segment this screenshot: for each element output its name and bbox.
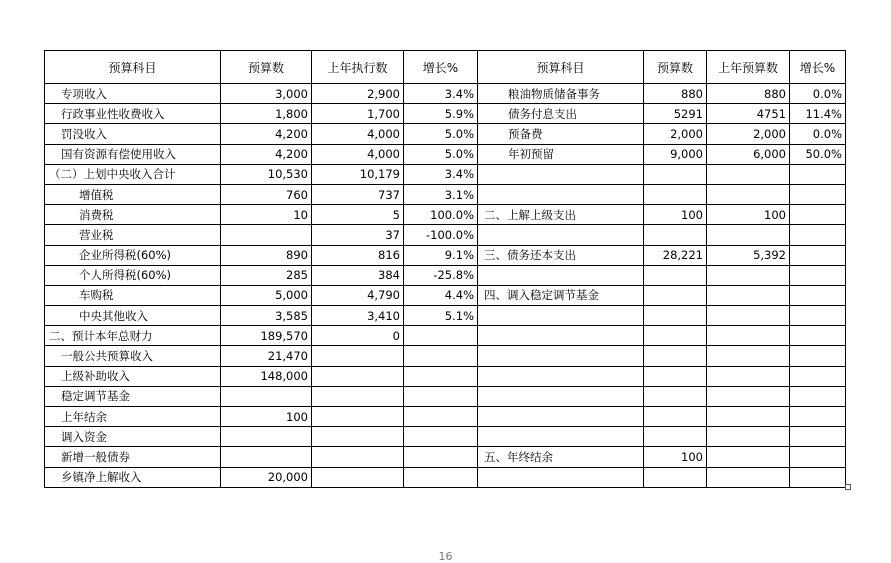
right-prior-cell — [707, 225, 790, 245]
left-budget-cell: 100 — [221, 407, 312, 427]
left-subject-cell: 消费税 — [45, 205, 221, 225]
left-subject-cell: （二）上划中央收入合计 — [45, 164, 221, 184]
left-growth-cell: 3.4% — [404, 84, 478, 104]
left-subject-cell: 中央其他收入 — [45, 306, 221, 326]
table-row — [45, 184, 846, 204]
left-prior-cell: 4,000 — [312, 144, 404, 164]
table-row — [45, 225, 846, 245]
right-prior-cell — [707, 326, 790, 346]
right-budget-cell: 880 — [644, 84, 707, 104]
right-growth-cell: 50.0% — [790, 144, 846, 164]
table-row — [45, 124, 846, 144]
table-row — [45, 306, 846, 326]
table-row — [45, 245, 846, 265]
right-prior-cell — [707, 386, 790, 406]
right-prior-cell — [707, 366, 790, 386]
right-prior-cell: 5,392 — [707, 245, 790, 265]
left-growth-cell — [404, 427, 478, 447]
table-row — [45, 265, 846, 285]
table-row — [45, 104, 846, 124]
right-subject-cell — [478, 467, 644, 487]
left-growth-cell: 9.1% — [404, 245, 478, 265]
left-prior-cell: 4,000 — [312, 124, 404, 144]
left-growth-cell — [404, 366, 478, 386]
right-prior-cell: 880 — [707, 84, 790, 104]
left-subject-cell: 专项收入 — [45, 84, 221, 104]
left-growth-cell: 3.4% — [404, 164, 478, 184]
left-subject-cell: 上级补助收入 — [45, 366, 221, 386]
right-prior-cell — [707, 164, 790, 184]
left-budget-cell: 4,200 — [221, 124, 312, 144]
left-prior-cell — [312, 467, 404, 487]
right-growth-cell — [790, 205, 846, 225]
right-growth-cell — [790, 366, 846, 386]
right-prior-cell — [707, 427, 790, 447]
right-subject-cell — [478, 164, 644, 184]
right-growth-cell — [790, 467, 846, 487]
left-budget-cell: 890 — [221, 245, 312, 265]
right-budget-cell: 5291 — [644, 104, 707, 124]
left-subject-cell: 增值税 — [45, 184, 221, 204]
left-prior-cell: 1,700 — [312, 104, 404, 124]
left-prior-cell — [312, 346, 404, 366]
right-budget-cell: 28,221 — [644, 245, 707, 265]
right-growth-cell — [790, 346, 846, 366]
left-prior-cell — [312, 427, 404, 447]
left-subject-cell: 企业所得税(60%) — [45, 245, 221, 265]
header-cell-left-budget: 预算数 — [221, 51, 312, 84]
header-cell-right-budget: 预算数 — [644, 51, 707, 84]
right-subject-cell: 五、年终结余 — [478, 447, 644, 467]
page-number: 16 — [438, 550, 453, 563]
left-growth-cell — [404, 346, 478, 366]
header-row — [45, 51, 846, 84]
right-subject-cell — [478, 225, 644, 245]
right-subject-cell — [478, 427, 644, 447]
left-prior-cell: 0 — [312, 326, 404, 346]
left-prior-cell: 737 — [312, 184, 404, 204]
right-budget-cell — [644, 427, 707, 447]
left-budget-cell — [221, 225, 312, 245]
right-growth-cell — [790, 285, 846, 305]
left-growth-cell: 4.4% — [404, 285, 478, 305]
left-growth-cell — [404, 447, 478, 467]
header-cell-right-subject: 预算科目 — [478, 51, 644, 84]
right-subject-cell — [478, 407, 644, 427]
right-growth-cell — [790, 184, 846, 204]
left-growth-cell: 5.0% — [404, 124, 478, 144]
left-subject-cell: 行政事业性收费收入 — [45, 104, 221, 124]
left-subject-cell: 国有资源有偿使用收入 — [45, 144, 221, 164]
table-row — [45, 164, 846, 184]
right-subject-cell — [478, 306, 644, 326]
left-subject-cell: 一般公共预算收入 — [45, 346, 221, 366]
left-prior-cell: 2,900 — [312, 84, 404, 104]
right-budget-cell — [644, 306, 707, 326]
right-budget-cell — [644, 407, 707, 427]
header-cell-right-prior: 上年预算数 — [707, 51, 790, 84]
table-row — [45, 407, 846, 427]
header-cell-left-subject: 预算科目 — [45, 51, 221, 84]
selection-handle[interactable] — [845, 484, 851, 490]
right-growth-cell: 11.4% — [790, 104, 846, 124]
left-budget-cell: 148,000 — [221, 366, 312, 386]
left-prior-cell: 37 — [312, 225, 404, 245]
right-growth-cell — [790, 407, 846, 427]
right-budget-cell — [644, 467, 707, 487]
left-budget-cell — [221, 427, 312, 447]
right-subject-cell — [478, 366, 644, 386]
right-prior-cell — [707, 346, 790, 366]
left-growth-cell: -100.0% — [404, 225, 478, 245]
header-cell-right-growth: 增长% — [790, 51, 846, 84]
right-budget-cell — [644, 225, 707, 245]
right-growth-cell — [790, 225, 846, 245]
left-prior-cell — [312, 447, 404, 467]
right-prior-cell — [707, 447, 790, 467]
right-budget-cell — [644, 346, 707, 366]
table-row — [45, 366, 846, 386]
left-budget-cell: 5,000 — [221, 285, 312, 305]
table-body — [45, 84, 846, 488]
right-growth-cell: 0.0% — [790, 84, 846, 104]
left-subject-cell: 车购税 — [45, 285, 221, 305]
right-subject-cell — [478, 386, 644, 406]
right-budget-cell: 9,000 — [644, 144, 707, 164]
right-subject-cell: 四、调入稳定调节基金 — [478, 285, 644, 305]
right-subject-cell: 预备费 — [478, 124, 644, 144]
right-budget-cell — [644, 386, 707, 406]
right-budget-cell — [644, 265, 707, 285]
left-budget-cell — [221, 447, 312, 467]
header-cell-left-prior: 上年执行数 — [312, 51, 404, 84]
left-growth-cell: 3.1% — [404, 184, 478, 204]
header-cell-left-growth: 增长% — [404, 51, 478, 84]
left-prior-cell — [312, 366, 404, 386]
right-budget-cell — [644, 184, 707, 204]
right-subject-cell: 二、上解上级支出 — [478, 205, 644, 225]
right-budget-cell — [644, 285, 707, 305]
left-prior-cell: 5 — [312, 205, 404, 225]
left-budget-cell: 1,800 — [221, 104, 312, 124]
budget-table — [44, 50, 846, 488]
right-budget-cell — [644, 326, 707, 346]
right-growth-cell — [790, 427, 846, 447]
right-growth-cell — [790, 447, 846, 467]
right-growth-cell — [790, 265, 846, 285]
table-row — [45, 467, 846, 487]
left-budget-cell: 20,000 — [221, 467, 312, 487]
left-subject-cell: 稳定调节基金 — [45, 386, 221, 406]
left-subject-cell: 上年结余 — [45, 407, 221, 427]
table-row — [45, 447, 846, 467]
left-subject-cell: 新增一般债券 — [45, 447, 221, 467]
right-growth-cell: 0.0% — [790, 124, 846, 144]
left-budget-cell — [221, 386, 312, 406]
left-prior-cell: 3,410 — [312, 306, 404, 326]
left-growth-cell: -25.8% — [404, 265, 478, 285]
left-budget-cell: 3,585 — [221, 306, 312, 326]
left-budget-cell: 760 — [221, 184, 312, 204]
left-growth-cell — [404, 407, 478, 427]
left-subject-cell: 乡镇净上解收入 — [45, 467, 221, 487]
left-growth-cell — [404, 467, 478, 487]
left-subject-cell: 个人所得税(60%) — [45, 265, 221, 285]
right-subject-cell — [478, 265, 644, 285]
left-budget-cell: 10,530 — [221, 164, 312, 184]
right-prior-cell: 2,000 — [707, 124, 790, 144]
right-subject-cell — [478, 184, 644, 204]
left-prior-cell — [312, 407, 404, 427]
table-row — [45, 386, 846, 406]
right-growth-cell — [790, 164, 846, 184]
left-subject-cell: 二、预计本年总财力 — [45, 326, 221, 346]
left-prior-cell — [312, 386, 404, 406]
left-prior-cell: 816 — [312, 245, 404, 265]
left-growth-cell — [404, 326, 478, 346]
left-budget-cell: 4,200 — [221, 144, 312, 164]
right-prior-cell — [707, 285, 790, 305]
left-growth-cell — [404, 386, 478, 406]
left-growth-cell: 5.0% — [404, 144, 478, 164]
right-subject-cell — [478, 346, 644, 366]
right-budget-cell — [644, 164, 707, 184]
table-row — [45, 346, 846, 366]
right-budget-cell: 100 — [644, 205, 707, 225]
right-subject-cell: 三、债务还本支出 — [478, 245, 644, 265]
left-budget-cell: 285 — [221, 265, 312, 285]
right-growth-cell — [790, 326, 846, 346]
left-budget-cell: 10 — [221, 205, 312, 225]
left-budget-cell: 21,470 — [221, 346, 312, 366]
right-prior-cell: 6,000 — [707, 144, 790, 164]
table-row — [45, 205, 846, 225]
right-budget-cell: 2,000 — [644, 124, 707, 144]
table-row — [45, 326, 846, 346]
table-row — [45, 285, 846, 305]
left-subject-cell: 营业税 — [45, 225, 221, 245]
left-growth-cell: 5.1% — [404, 306, 478, 326]
right-prior-cell — [707, 184, 790, 204]
table-row — [45, 144, 846, 164]
right-growth-cell — [790, 386, 846, 406]
right-subject-cell: 粮油物质储备事务 — [478, 84, 644, 104]
right-growth-cell — [790, 245, 846, 265]
table-row — [45, 84, 846, 104]
left-subject-cell: 罚没收入 — [45, 124, 221, 144]
right-budget-cell — [644, 366, 707, 386]
left-prior-cell: 4,790 — [312, 285, 404, 305]
right-prior-cell — [707, 467, 790, 487]
right-prior-cell: 100 — [707, 205, 790, 225]
right-subject-cell: 债务付息支出 — [478, 104, 644, 124]
right-prior-cell — [707, 306, 790, 326]
left-subject-cell: 调入资金 — [45, 427, 221, 447]
right-subject-cell: 年初预留 — [478, 144, 644, 164]
left-growth-cell: 100.0% — [404, 205, 478, 225]
right-prior-cell — [707, 265, 790, 285]
right-subject-cell — [478, 326, 644, 346]
left-prior-cell: 384 — [312, 265, 404, 285]
right-budget-cell: 100 — [644, 447, 707, 467]
table-row — [45, 427, 846, 447]
left-prior-cell: 10,179 — [312, 164, 404, 184]
right-prior-cell — [707, 407, 790, 427]
right-prior-cell: 4751 — [707, 104, 790, 124]
left-growth-cell: 5.9% — [404, 104, 478, 124]
left-budget-cell: 3,000 — [221, 84, 312, 104]
left-budget-cell: 189,570 — [221, 326, 312, 346]
right-growth-cell — [790, 306, 846, 326]
